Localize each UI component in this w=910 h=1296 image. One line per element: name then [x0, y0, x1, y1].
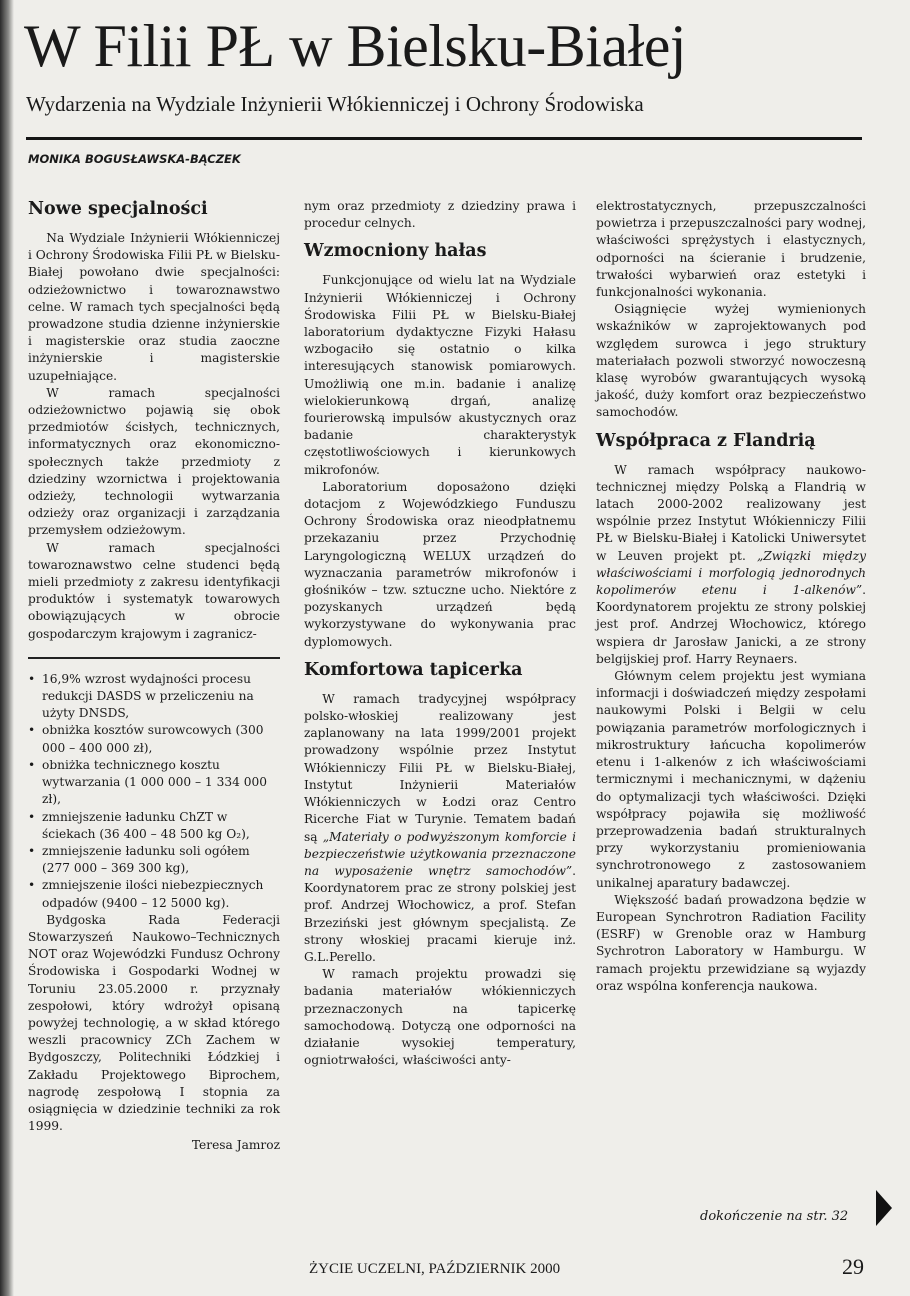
bullet-item: • zmniejszenie ładunku soli ogółem (277 000 – 369 300 kg), [28, 843, 280, 877]
heading-wzmocniony-halas: Wzmocniony hałas [304, 241, 487, 262]
paragraph: W ramach projektu prowadzi się badania materiałów włókienniczych przeznaczonych na tapicerkę samochodową. Dotyczą one odporności na działanie wysokiej temperatury, ogniotrwałości, właściwości anty- [304, 967, 576, 1068]
continued-note: dokończenie na str. 32 [700, 1209, 849, 1224]
paragraph-continuation: nym oraz przedmioty z dziedziny prawa i procedur celnych. [304, 199, 576, 231]
paragraph: W ramach specjalności odzieżownictwo pojawią się obok przedmiotów ścisłych, technicznych, informatycznych oraz ekonomiczno-społecznych także przedmioty z dziedziny wzornictwa i projektowania odzieży, technologii wytwarzania odzieży oraz organizacji i zarządzania przemysłem odzieżowym. [28, 385, 280, 538]
paragraph: Większość badań prowadzona będzie w European Synchrotron Radiation Facility (ESRF) w Grenoble oraz w Hamburg Sychrotron Laboratory w Hamburgu. W ramach projektu przewidziane są wyjazdy oraz wspólna konferencja naukowa. [596, 892, 866, 993]
text-run: . Koordynatorem prac ze strony polskiej jest prof. Andrzej Włochowicz, a prof. Stefan Brzeziński jest głównym specjalistą. Ze strony włoskiej pracami kieruje inż. G.L.Perello. [304, 863, 576, 964]
paragraph: Laboratorium doposażono dzięki dotacjom z Wojewódzkiego Funduszu Ochrony Środowiska oraz nieodpłatnemu przekazaniu przez Przychodnię Laryngologiczną WELUX urządzeń do wyznaczania parametrów mikrofonów i głośników – tzw. sztuczne ucho. Niektóre z pozyskanych urządzeń będą wykorzystywane do wykonywania prac dyplomowych. [304, 479, 576, 649]
paragraph-continuation: elektrostatycznych, przepuszczalności powietrza i przepuszczalności pary wodnej, właściwości sprężystych i elastycznych, odporności na ścieranie i brudzenie, trwałości wybarwień oraz estetyki i funkcjonalności wykonania. [596, 199, 866, 300]
paragraph [304, 691, 576, 966]
footer-publication: ŻYCIE UCZELNI, PAŹDZIERNIK 2000 [309, 1261, 561, 1277]
project-title: „Materiały o podwyższonym komforcie i bezpieczeństwie użytkowania przeznaczone na wyposażenie wnętrz samochodów” [304, 829, 576, 878]
paragraph: Na Wydziale Inżynierii Włókienniczej i Ochrony Środowiska Filii PŁ w Bielsku-Białej powołano dwie specjalności: odzieżownictwo i towaroznawstwo celne. W ramach tych specjalności będą prowadzone studia dzienne inżynierskie i magisterskie oraz studia zaoczne inżynierskie i magisterskie uzupełniające. [28, 231, 280, 383]
bullet-item: • zmniejszenie ładunku ChZT w ściekach (36 400 – 48 500 kg O₂), [28, 809, 280, 843]
bullet-item: • obniżka technicznego kosztu wytwarzania (1 000 000 – 1 334 000 zł), [28, 757, 280, 809]
header-rule [26, 137, 862, 140]
text-run: W ramach tradycyjnej współpracy polsko-włoskiej realizowany jest zaplanowany na lata 1999/2001 projekt prowadzony wspólnie przez Instytut Włókienniczy Filii PŁ w Bielsku-Białej, Instytut Inżynierii Materiałów Włókienniczych w Łodzi oraz Centro Ricerche Fiat w Turynie. Tematem badań są [304, 691, 576, 844]
results-bullet-list [28, 671, 280, 912]
column-2 [304, 198, 576, 1069]
paragraph: Osiągnięcie wyżej wymienionych wskaźników w zaprojektowanych pod względem surowca i jego struktury materiałach pozwoli stworzyć nowoczesną klasę wyrobów gwarantujących wysoką jakość, duży komfort oraz bezpieczeństwo samochodów. [596, 302, 866, 420]
column-3 [596, 198, 866, 995]
bullet-item: • obniżka kosztów surowcowych (300 000 – 400 000 zł), [28, 722, 280, 756]
paragraph [596, 462, 866, 668]
project-title: „Związki między właściwościami i morfologią jednorodnych kopolimerów etenu i 1-alkenów” [596, 548, 866, 598]
heading-komfortowa-tapicerka: Komfortowa tapicerka [304, 659, 523, 680]
paragraph: Bydgoska Rada Federacji Stowarzyszeń Naukowo–Technicznych NOT oraz Wojewódzki Fundusz Ochrony Środowiska i Gospodarki Wodnej w Toruniu 23.05.2000 r. przyznały zespołowi, który wdrożył opisaną powyżej technologię, a w skład którego weszli pracownicy ZCh Zachem w Bydgoszczy, Politechniki Łódzkiej i Zakładu Projektowego Biprochem, nagrodę zespołową I stopnia za osiągnięcia w dziedzinie techniki za rok 1999. [28, 912, 280, 1134]
paragraph: Głównym celem projektu jest wymiana informacji i doświadczeń między zespołami naukowymi Polski i Belgii w celu powiązania parametrów morfologicznych i mikrostruktury łańcucha kopolimerów etenu i 1-alkenów z ich właściwościami termicznymi i mechanicznymi, w dążeniu do optymalizacji tych właściwości. Dzięki współpracy pojawiła się możliwość przeprowadzenia badań strukturalnych przy wykorzystaniu promieniowania synchrotronowego z zastosowaniem unikalnej aparatury badawczej. [596, 669, 866, 890]
sidebar-divider [28, 657, 280, 659]
continue-arrow-icon [876, 1190, 892, 1226]
column-1 [28, 196, 280, 1155]
signature: Teresa Jamroz [191, 1138, 280, 1153]
page-binding-shadow [0, 0, 14, 1296]
heading-nowe-specjalnosci: Nowe specjalności [28, 199, 208, 219]
page-number: 29 [842, 1254, 864, 1279]
author-byline: MONIKA BOGUSŁAWSKA-BĄCZEK [28, 152, 241, 166]
bullet-item: • zmniejszenie ilości niebezpiecznych odpadów (9400 – 12 5000 kg). [28, 877, 280, 911]
article-title: W Filii PŁ w Bielsku-Białej [24, 13, 687, 79]
bullet-item: • 16,9% wzrost wydajności procesu redukcji DASDS w przeliczeniu na użyty DNSDS, [28, 671, 280, 723]
paragraph: W ramach specjalności towaroznawstwo celne studenci będą mieli przedmioty z zakresu identyfikacji produktów i systematyk towarowych obowiązujących w obrocie gospodarczym krajowym i zagranicz- [28, 540, 280, 641]
article-subtitle: Wydarzenia na Wydziale Inżynierii Włókienniczej i Ochrony Środowiska [26, 92, 644, 116]
heading-wspolpraca-z-flandria: Współpraca z Flandrią [596, 430, 816, 451]
paragraph: Funkcjonujące od wielu lat na Wydziale Inżynierii Włókienniczej i Ochrony Środowiska Filii PŁ w Bielsku-Białej laboratorium dydaktyczne Fizyki Hałasu wzbogaciło się ostatnio o kilka interesujących stanowisk pomiarowych. Umożliwią one m.in. badanie i analizę wielokierunkową drgań, analizę fourierowską impulsów akustycznych oraz badanie charakterystyk częstotliwościowych i kierunkowych mikrofonów. [304, 273, 576, 477]
text-run: W ramach współpracy naukowo-technicznej między Polską a Flandrią w latach 2000-2002 realizowany jest wspólnie przez Instytut Włókienniczy Filii PŁ w Bielsku-Białej i Katolicki Uniwersytet w Leuven projekt pt. [596, 462, 866, 563]
text-run: . Koordynatorem projektu ze strony polskiej jest prof. Andrzej Włochowicz, którego wspiera dr Jarosław Janicki, a ze strony belgijskiej prof. Harry Reynaers. [596, 583, 866, 666]
